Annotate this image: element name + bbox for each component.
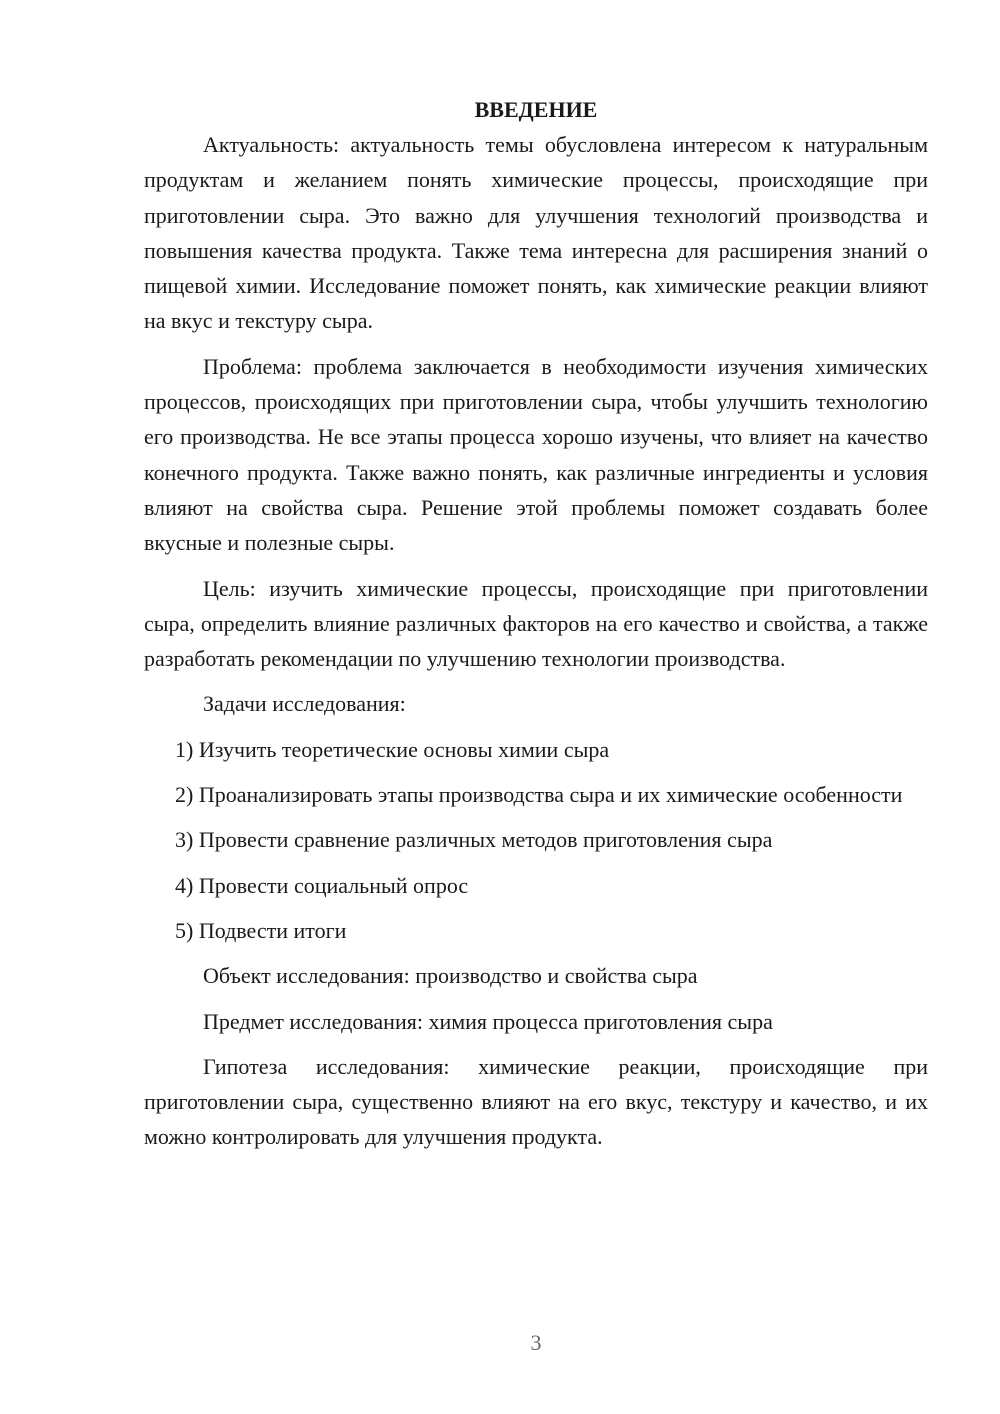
task-item: 3) Провести сравнение различных методов приготовления сыра xyxy=(175,827,773,853)
research-subject: Предмет исследования: химия процесса приготовления сыра xyxy=(203,1008,773,1034)
tasks-heading: Задачи исследования: xyxy=(203,691,406,717)
relevance-paragraph: Актуальность: актуальность темы обусловлена интересом к натуральным продуктам и желанием понять химические процессы, происходящие при приготовлении сыра. Это важно для улучшения технологий производства и повышения качества продукта. Также тема интересна для расширения знаний о пищевой химии. Исследование поможет понять, как химические реакции влияют на вкус и текстуру сыра. xyxy=(144,132,928,334)
page-number: 3 xyxy=(530,1330,542,1355)
task-item: 1) Изучить теоретические основы химии сыра xyxy=(175,736,610,762)
problem-paragraph: Проблема: проблема заключается в необходимости изучения химических процессов, происходящих при приготовлении сыра, чтобы улучшить технологию его производства. Не все этапы процесса хорошо изучены, что влияет на качество конечного продукта. Также важно понять, как различные ингредиенты и условия влияют на свойства сыра. Решение этой проблемы поможет создавать более вкусные и полезные сыры. xyxy=(144,353,928,556)
page-title: ВВЕДЕНИЕ xyxy=(474,97,598,122)
goal-paragraph: Цель: изучить химические процессы, происходящие при приготовлении сыра, определить влияние различных факторов на его качество и свойства, а также разработать рекомендации по улучшению технологии производства. xyxy=(144,575,928,672)
hypothesis-paragraph: Гипотеза исследования: химические реакции, происходящие при приготовлении сыра, существенно влияют на его вкус, текстуру и качество, и их можно контролировать для улучшения продукта. xyxy=(144,1053,928,1150)
document-page xyxy=(144,92,928,1155)
task-item: 4) Провести социальный опрос xyxy=(175,872,469,898)
task-item: 5) Подвести итоги xyxy=(175,917,347,943)
task-item: 2) Проанализировать этапы производства сыра и их химические особенности xyxy=(175,782,903,808)
research-object: Объект исследования: производство и свойства сыра xyxy=(203,963,698,989)
